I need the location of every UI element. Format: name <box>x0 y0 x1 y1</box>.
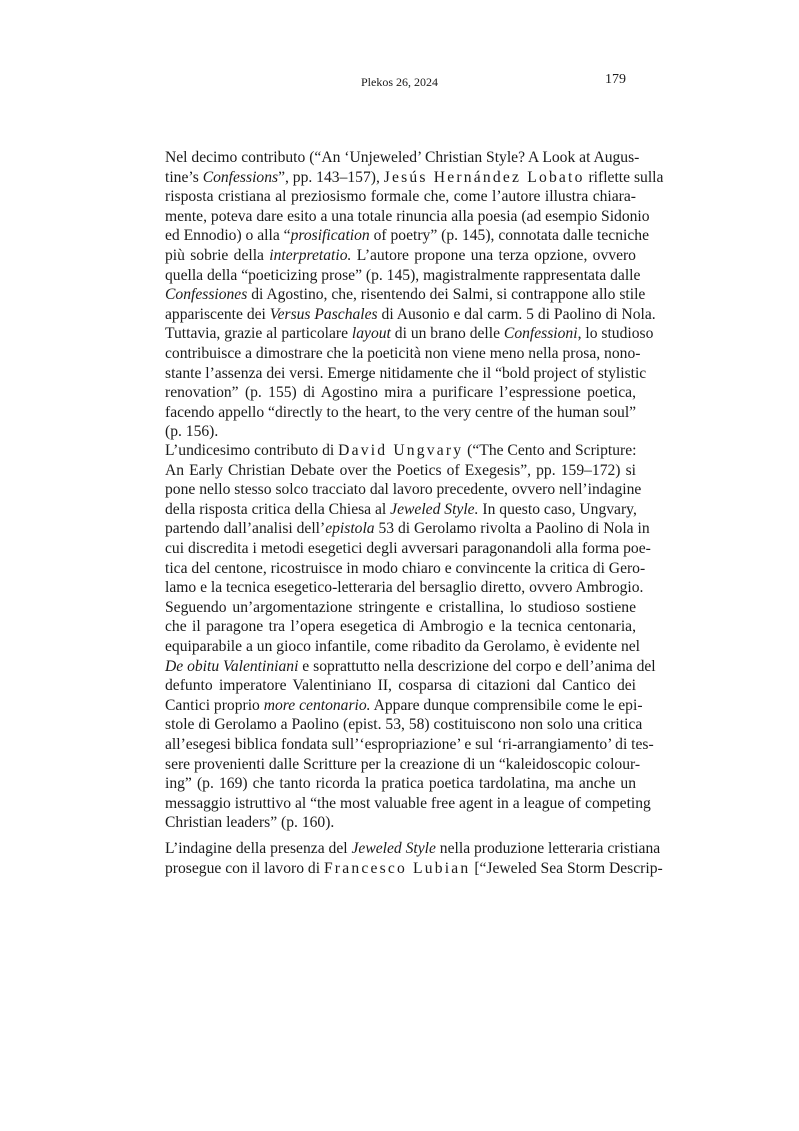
text-line <box>165 839 661 859</box>
italic-text: Jeweled Style. <box>390 500 479 518</box>
text-segment: L’undicesimo contributo di <box>165 442 339 459</box>
text-line <box>165 598 636 618</box>
text-segment: Seguendo un’argomentazione stringente e cristallina, lo studioso sostiene <box>165 598 636 616</box>
text-line <box>165 500 636 520</box>
text-segment: prosegue con il lavoro di <box>165 859 324 877</box>
text-segment: tine’s <box>165 168 203 186</box>
text-segment: L’indagine della presenza del <box>165 840 352 857</box>
text-segment: Tuttavia, grazie al particolare <box>165 325 352 343</box>
text-segment: e soprattutto nella descrizione del corpo e dell’anima del <box>298 657 656 675</box>
text-segment: Nel decimo contributo (“An ‘Unjeweled’ Christian Style? A Look at Augus- <box>165 149 640 166</box>
text-segment: defunto imperatore Valentiniano II, cosparsa di citazioni dal Cantico dei <box>165 677 636 695</box>
text-segment: , lo studioso <box>577 325 654 343</box>
text-segment: di Ausonio e dal carm. 5 di Paolino di Nola. <box>377 305 656 323</box>
text-segment: più sobrie della <box>165 246 270 264</box>
text-segment: Cantici proprio <box>165 696 264 714</box>
text-line <box>165 266 641 286</box>
text-segment: ing” (p. 169) che tanto ricorda la pratica poetica tardolatina, ma anche un <box>165 775 636 793</box>
text-line <box>165 696 643 716</box>
text-segment: che il paragone tra l’opera esegetica di Ambrogio e la tecnica centonaria, <box>165 618 636 636</box>
italic-text: Confessiones <box>165 286 248 304</box>
author-name: Francesco Lubian <box>323 859 471 877</box>
text-segment: facendo appello “directly to the heart, to the very centre of the human soul” <box>165 403 637 421</box>
running-head: Plekos 26, 2024 <box>360 75 438 89</box>
text-segment: della risposta critica della Chiesa al <box>165 500 391 518</box>
text-line <box>165 755 641 775</box>
text-segment: ”, pp. 143–157), <box>278 168 384 186</box>
text-line <box>165 480 642 500</box>
text-line <box>165 441 636 461</box>
author-name: David Ungvary <box>338 442 464 459</box>
text-line <box>165 168 664 188</box>
text-segment: Christian leaders” (p. 160). <box>165 814 335 832</box>
author-name: Jesús Hernández Lobato <box>383 168 585 186</box>
text-segment: (p. 156). <box>165 423 219 441</box>
text-segment: pone nello stesso solco tracciato dal lavoro precedente, ovvero nell’indagine <box>165 481 642 499</box>
text-line <box>165 246 636 266</box>
text-segment: 53 di Gerolamo rivolta a Paolino di Nola in <box>374 520 650 538</box>
text-segment: L’autore propone una terza opzione, ovvero <box>351 246 636 264</box>
text-line <box>165 657 656 677</box>
text-line <box>165 305 656 325</box>
text-segment: risposta cristiana al preziosismo formale che, come l’autore illustra chiara- <box>165 188 636 206</box>
text-segment: (“The Cento and Scripture: <box>463 442 637 459</box>
text-segment: nella produzione letteraria cristiana <box>435 840 661 857</box>
text-line <box>165 859 663 879</box>
text-segment: appariscente dei <box>165 305 270 323</box>
text-segment: sere provenienti dalle Scritture per la creazione di un “kaleidoscopic colour- <box>165 755 641 773</box>
text-segment: renovation” (p. 155) di Agostino mira a purificare l’espressione poetica, <box>165 384 636 402</box>
text-line <box>165 794 651 814</box>
italic-text: De obitu Valentiniani <box>165 657 299 675</box>
text-line <box>165 324 654 344</box>
text-segment: stole di Gerolamo a Paolino (epist. 53, 58) costituiscono non solo una critica <box>165 716 643 734</box>
text-segment: tica del centone, ricostruisce in modo chiaro e convincente la critica di Gero- <box>165 559 646 577</box>
text-segment: di un brano delle <box>390 325 504 343</box>
text-line <box>165 617 636 637</box>
text-line <box>165 735 654 755</box>
text-line <box>165 187 636 207</box>
text-line <box>165 148 640 168</box>
italic-text: Jeweled Style <box>351 840 436 857</box>
italic-text: epistola <box>325 520 375 538</box>
text-line <box>165 226 649 246</box>
italic-text: more centonario. <box>263 696 371 714</box>
text-line <box>165 383 636 403</box>
text-segment: all’esegesi biblica fondata sull’‘espropriazione’ e sul ‘ri-arrangiamento’ di tes- <box>165 735 654 753</box>
text-line <box>165 559 646 579</box>
text-line <box>165 519 650 539</box>
text-segment: lamo e la tecnica esegetico-letteraria del bersaglio diretto, ovvero Ambrogio. <box>165 579 644 597</box>
text-segment: An Early Christian Debate over the Poetics of Exegesis”, pp. 159–172) si <box>165 461 636 479</box>
text-line <box>165 813 636 833</box>
text-segment: quella della “poeticizing prose” (p. 145), magistralmente rappresentata dalle <box>165 266 641 284</box>
text-segment: contribuisce a dimostrare che la poeticità non viene meno nella prosa, nono- <box>165 344 641 362</box>
text-segment: mente, poteva dare esito a una totale rinuncia alla poesia (ad esempio Sidonio <box>165 207 650 225</box>
text-line <box>165 461 636 481</box>
text-segment: equiparabile a un gioco infantile, come ribadito da Gerolamo, è evidente nel <box>165 637 640 655</box>
text-line <box>165 539 651 559</box>
text-segment: ed Ennodio) o alla “ <box>165 227 291 245</box>
text-segment: In questo caso, Ungvary, <box>478 500 637 518</box>
text-segment: riflette sulla <box>584 168 664 186</box>
text-segment: [“Jeweled Sea Storm Descrip- <box>470 859 663 877</box>
text-segment: Appare dunque comprensibile come le epi- <box>370 696 643 714</box>
italic-text: layout <box>351 325 391 343</box>
text-line <box>165 207 650 227</box>
text-line <box>165 715 643 735</box>
text-segment: of poetry” (p. 145), connotata dalle tecniche <box>369 227 649 245</box>
text-line <box>165 637 640 657</box>
italic-text: Versus Paschales <box>269 305 378 323</box>
paragraph-3 <box>165 839 663 878</box>
text-segment: partendo dall’analisi dell’ <box>165 520 326 538</box>
paragraph-2 <box>165 441 656 833</box>
text-line <box>165 422 636 442</box>
text-line <box>165 285 646 305</box>
text-line <box>165 344 641 364</box>
text-line <box>165 364 647 384</box>
italic-text: Confessioni <box>503 325 578 343</box>
text-segment: di Agostino, che, risentendo dei Salmi, si contrappone allo stile <box>247 286 646 304</box>
text-segment: stante l’assenza dei versi. Emerge nitidamente che il “bold project of stylistic <box>165 364 647 382</box>
italic-text: Confessions <box>202 168 279 186</box>
text-line <box>165 676 636 696</box>
paragraph-1 <box>165 148 664 442</box>
text-segment: messaggio istruttivo al “the most valuable free agent in a league of competing <box>165 794 651 812</box>
text-line <box>165 578 644 598</box>
italic-text: prosification <box>290 227 370 245</box>
text-segment: cui discredita i metodi esegetici degli avversari paragonandoli alla forma poe- <box>165 539 651 557</box>
text-line <box>165 403 636 423</box>
page-number: 179 <box>605 72 626 87</box>
text-line <box>165 774 636 794</box>
italic-text: interpretatio. <box>269 246 352 264</box>
